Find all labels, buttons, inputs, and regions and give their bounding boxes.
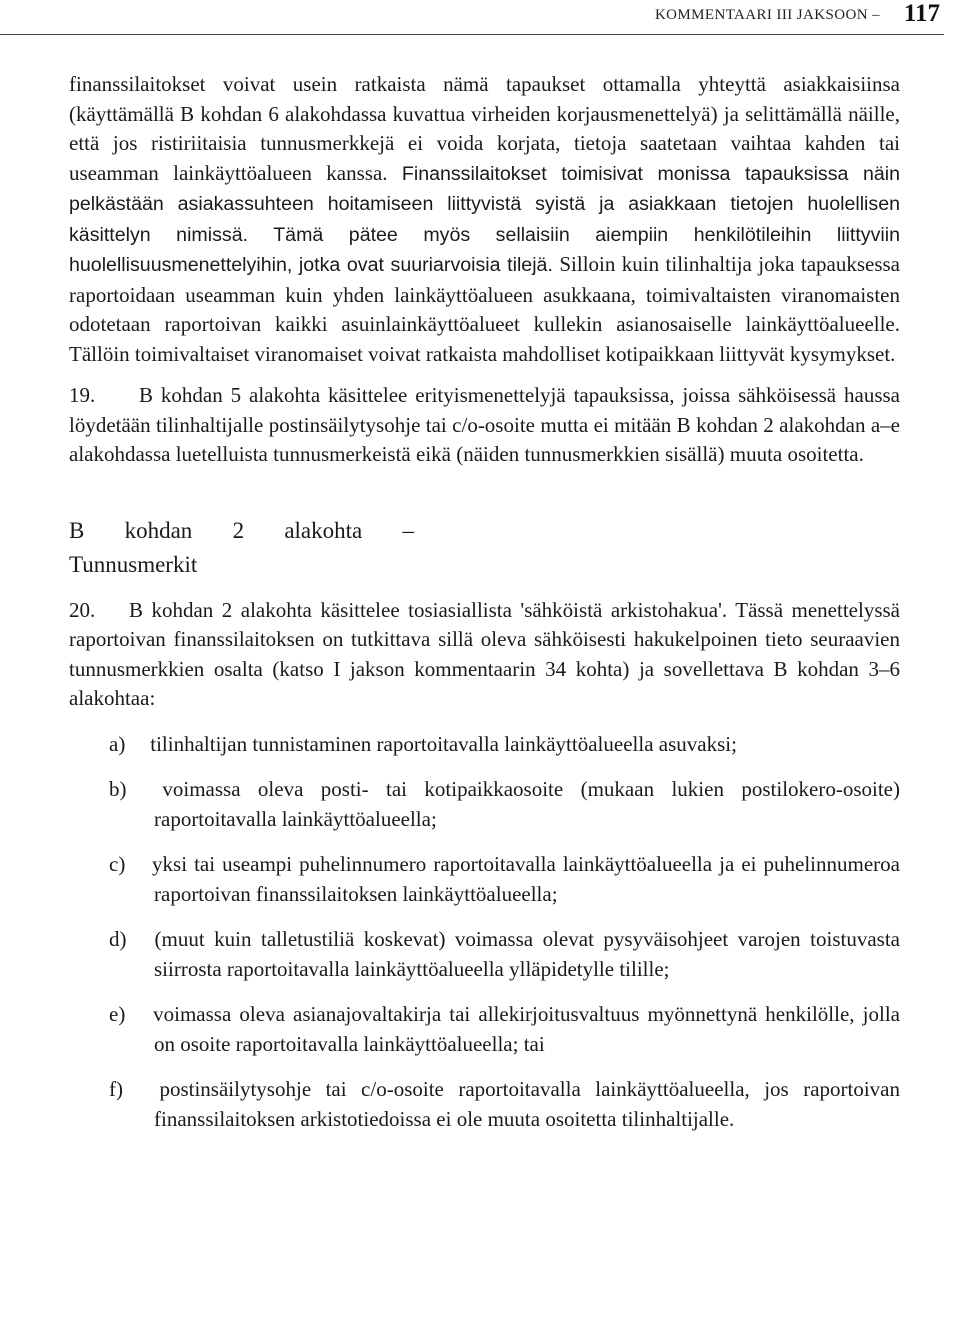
page-number: 117	[903, 0, 940, 27]
list-item	[69, 850, 900, 909]
list-item-text: tilinhaltijan tunnistaminen raportoitavalla lainkäyttöalueella asuvaksi;	[150, 731, 737, 756]
list-item	[69, 775, 900, 834]
list-item	[69, 925, 900, 984]
list-item-text: voimassa oleva posti- tai kotipaikkaosoite (mukaan lukien postilokero-osoite) raportoitavalla lainkäyttöalueella;	[154, 777, 900, 831]
list-item-label: b)	[109, 777, 127, 801]
heading-line-1: B kohdan 2 alakohta –	[69, 517, 414, 543]
list-item	[69, 730, 900, 760]
paragraph-number: 20.	[69, 597, 96, 622]
indicator-list	[69, 730, 900, 1135]
paragraph-19	[69, 381, 900, 470]
paragraph-20	[69, 596, 900, 714]
paragraph-text: B kohdan 5 alakohta käsittelee erityismenettelyjä tapauksissa, joissa sähköisessä haussa löydetään tilinhaltijalle postinsäilytysohje tai c/o-osoite mutta ei mitään B kohdan 2 alakohdan a–e alakohdassa luetelluista tunnusmerkeistä eikä (näiden tunnusmerkkien sisällä) muuta osoitetta.	[69, 383, 900, 466]
continuation-serif-text-2: Silloin kuin tilinhaltija joka tapauksessa raportoidaan useamman kuin yhden lainkäyttöalueen asukkaana, toimivaltaisten viranomaisten odotetaan raportoivan kaikki asuinlainkäyttöalueet kullekin asianosaiselle lainkäyttöalueelle. Tällöin toimivaltaiset viranomaiset voivat ratkaista mahdolliset kotipaikkaan liittyvät kysymykset.	[69, 252, 900, 366]
list-item-label: f)	[109, 1077, 123, 1101]
list-item	[69, 1000, 900, 1059]
list-item-label: d)	[109, 927, 127, 951]
running-header	[0, 0, 944, 35]
list-item-text: (muut kuin talletustiliä koskevat) voimassa olevat pysyväisohjeet varojen toistuvasta siirrosta raportoitavalla lainkäyttöalueella ylläpidetylle tilille;	[154, 927, 900, 981]
paragraph-text: B kohdan 2 alakohta käsittelee tosiasiallista 'sähköistä arkistohakua'. Tässä menettelyssä raportoivan finanssilaitoksen on tutkittava sillä oleva sähköisesti hakukelpoinen tieto seuraavien tunnusmerkkien osalta (katso I jakson kommentaarin 34 kohta) ja sovellettava B kohdan 3–6 alakohtaa:	[69, 597, 900, 710]
list-item-label: a)	[109, 731, 126, 756]
continuation-serif-text: finanssilaitokset voivat usein ratkaista nämä tapaukset ottamalla yhteyttä asiakkaisiinsa (käyttämällä B kohdan 6 alakohdassa kuvattua virheiden korjausmenettelyä) ja selittämällä näille, että jos ristiriitaisia tunnusmerkkejä ei voida korjata, tietoja saatetaan vaihtaa kahden tai useamman lainkäyttöalueen kanssa.	[69, 72, 900, 185]
paragraph-continuation	[69, 70, 900, 369]
list-item-text: postinsäilytysohje tai c/o-osoite raportoitavalla lainkäyttöalueella, jos raportoivan finanssilaitoksen arkistotiedoissa ei ole muuta osoitetta tilinhaltijalle.	[154, 1077, 900, 1131]
page-body	[69, 70, 900, 1150]
list-item-text: voimassa oleva asianajovaltakirja tai allekirjoitusvaltuus myönnettynä henkilölle, jolla on osoite raportoitavalla lainkäyttöalueella; tai	[153, 1002, 900, 1056]
paragraph-number: 19.	[69, 383, 96, 407]
list-item-label: e)	[109, 1002, 126, 1026]
running-title: KOMMENTAARI III JAKSOON –	[654, 7, 880, 23]
continuation-sans-text: Finanssilaitokset toimisivat monissa tapauksissa näin pelkästään asiakassuhteen hoitamiseen liittyvistä syistä ja asiakkaan tietojen huolellisen käsittelyn nimissä. Tämä pätee myös sellaisiin aiempiin henkilötileihin liittyviin huolellisuusmenettelyihin, jotka ovat suuriarvoisia tilejä.	[69, 162, 901, 276]
section-heading	[69, 514, 900, 582]
list-item-label: c)	[109, 852, 126, 876]
heading-line-2: Tunnusmerkit	[69, 551, 198, 577]
list-item	[69, 1075, 900, 1134]
list-item-text: yksi tai useampi puhelinnumero raportoitavalla lainkäyttöalueella ja ei puhelinnumeroa raportoivan finanssilaitoksen lainkäyttöalueella;	[152, 852, 900, 906]
